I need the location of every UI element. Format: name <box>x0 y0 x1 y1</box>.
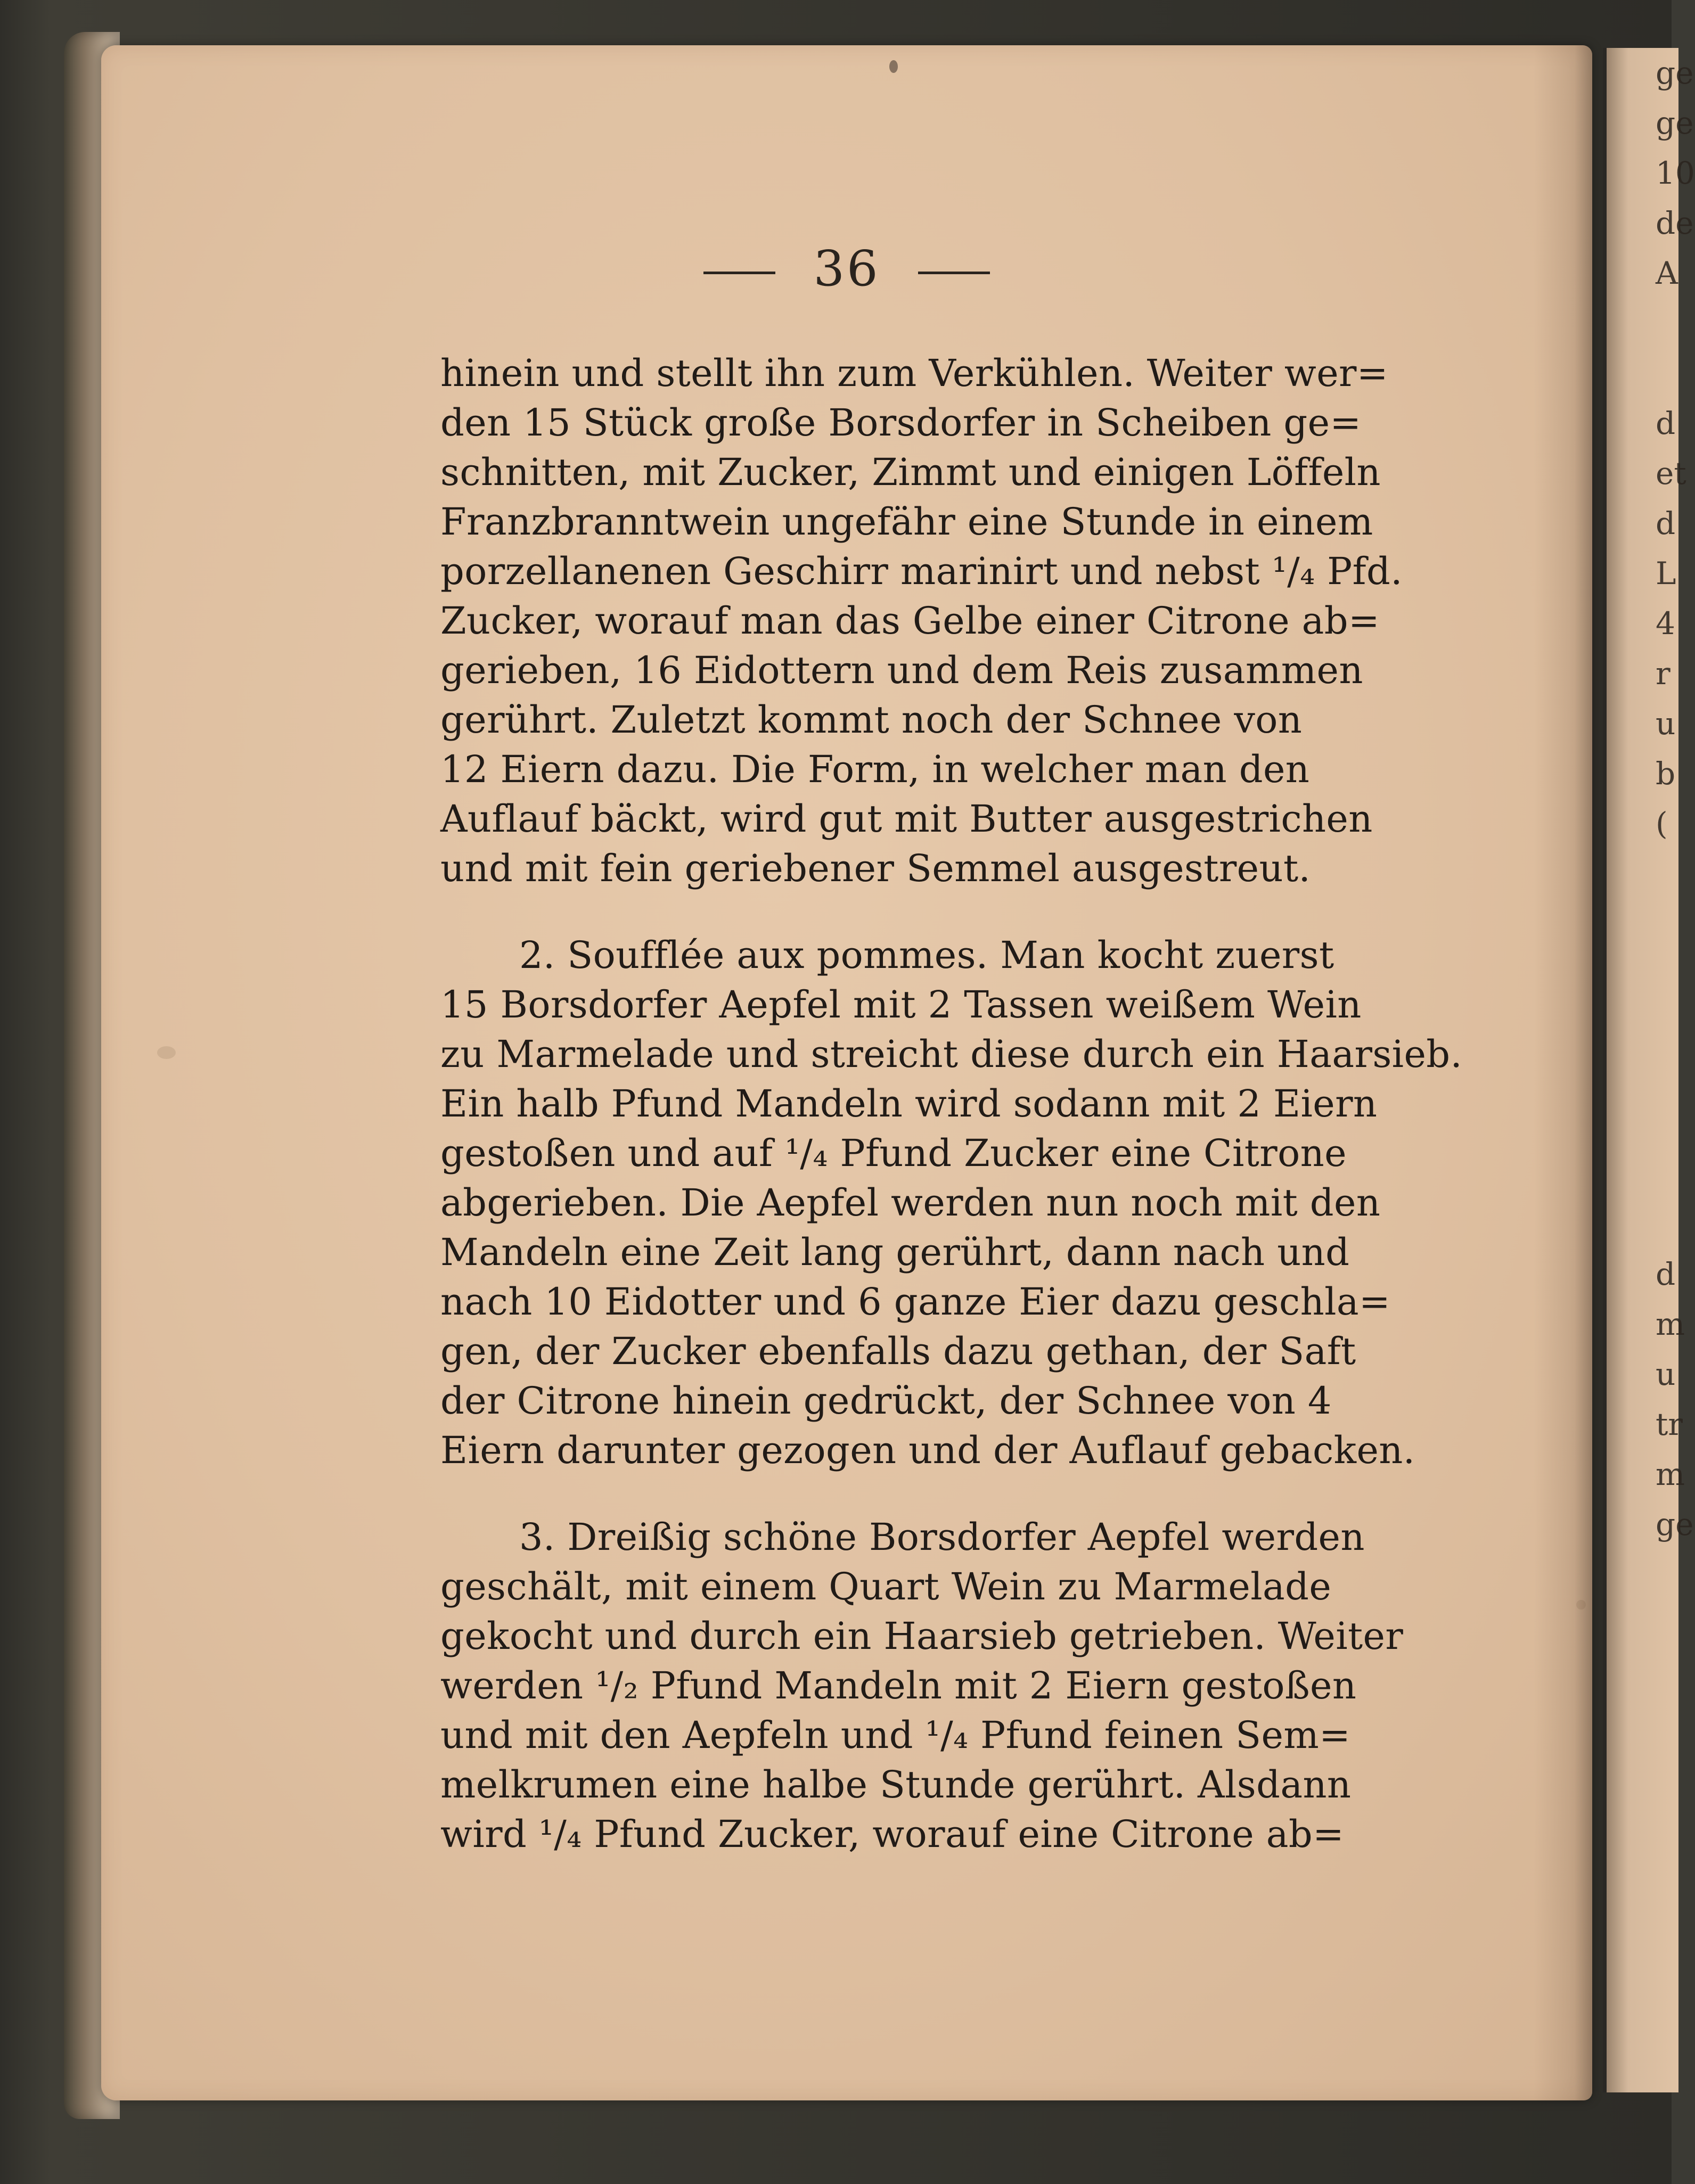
adjacent-page-fragment <box>1603 48 1695 2092</box>
adjacent-text-fragment <box>1656 1199 1688 1249</box>
adjacent-text-fragment <box>1656 1049 1688 1099</box>
page-number-header <box>101 242 1592 295</box>
text-line: Auflauf bäckt, wird gut mit Butter ausgestrichen <box>440 797 1373 841</box>
page-stain <box>1576 1600 1586 1610</box>
body-paragraph-1 <box>440 349 1532 893</box>
text-line: geschält, mit einem Quart Wein zu Marmelade <box>440 1565 1332 1608</box>
text-line: gerührt. Zuletzt kommt noch der Schnee von <box>440 698 1303 742</box>
text-line: und mit den Aepfeln und ¹/₄ Pfund feinen Sem= <box>440 1713 1351 1757</box>
adjacent-text-fragment: et <box>1656 455 1686 491</box>
left-book-page <box>101 45 1592 2100</box>
body-paragraph-3 <box>440 1513 1532 1859</box>
text-line: der Citrone hinein gedrückt, der Schnee von 4 <box>440 1379 1332 1423</box>
text-line: gekocht und durch ein Haarsieb getrieben. Weiter <box>440 1614 1404 1658</box>
text-line: zu Marmelade und streicht diese durch ein Haarsieb. <box>440 1032 1463 1076</box>
adjacent-text-fragment: d <box>1656 1256 1676 1292</box>
adjacent-text-fragment <box>1656 899 1688 949</box>
text-line: Mandeln eine Zeit lang gerührt, dann nach und <box>440 1230 1350 1274</box>
adjacent-text-fragment: m <box>1656 1306 1685 1342</box>
adjacent-text-fragment: tr <box>1656 1406 1683 1442</box>
adjacent-text-fragment: de <box>1656 205 1694 241</box>
adjacent-text-fragment: r <box>1656 655 1671 692</box>
text-line: schnitten, mit Zucker, Zimmt und einigen Löffeln <box>440 450 1381 494</box>
adjacent-text-fragment: u <box>1656 1356 1676 1392</box>
text-line: Eiern darunter gezogen und der Auflauf gebacken. <box>440 1428 1415 1472</box>
adjacent-text-fragment: d <box>1656 505 1676 541</box>
body-paragraph-2 <box>440 931 1532 1475</box>
text-line: melkrumen eine halbe Stunde gerührt. Alsdann <box>440 1763 1352 1807</box>
adjacent-text-fragment: u <box>1656 705 1676 742</box>
adjacent-text-fragment <box>1656 1149 1688 1199</box>
text-line: gerieben, 16 Eidottern und dem Reis zusammen <box>440 648 1363 692</box>
adjacent-text-fragment: m <box>1656 1456 1685 1492</box>
adjacent-text-fragment <box>1656 348 1688 398</box>
text-line: Franzbranntwein ungefähr eine Stunde in einem <box>440 500 1373 544</box>
text-line: 2. Soufflée aux pommes. Man kocht zuerst <box>519 933 1334 977</box>
text-line: porzellanenen Geschirr marinirt und nebst ¹/₄ Pfd. <box>440 549 1403 593</box>
text-line: abgerieben. Die Aepfel werden nun noch mit den <box>440 1181 1381 1225</box>
adjacent-text-fragment: L <box>1656 555 1676 592</box>
adjacent-text-fragment: 4 <box>1656 605 1675 642</box>
text-line: 12 Eiern dazu. Die Form, in welcher man den <box>440 748 1310 791</box>
adjacent-text-fragment: ( <box>1656 806 1668 842</box>
adjacent-text-fragment <box>1656 849 1688 899</box>
text-line: 3. Dreißig schöne Borsdorfer Aepfel werden <box>519 1515 1365 1559</box>
text-line: Zucker, worauf man das Gelbe einer Citrone ab= <box>440 599 1380 643</box>
text-line: 15 Borsdorfer Aepfel mit 2 Tassen weißem Wein <box>440 983 1362 1027</box>
adjacent-text-fragment: ge <box>1656 105 1694 141</box>
adjacent-text-fragment <box>1656 298 1688 348</box>
text-line: nach 10 Eidotter und 6 ganze Eier dazu geschla= <box>440 1280 1391 1324</box>
left-dash <box>703 272 775 274</box>
page-stain <box>157 1046 176 1059</box>
adjacent-page-text <box>1656 48 1695 2092</box>
ink-spot <box>889 60 898 73</box>
text-line: und mit fein geriebener Semmel ausgestreut. <box>440 847 1311 890</box>
page-gutter-shadow <box>1534 45 1592 2100</box>
adjacent-text-fragment <box>1656 999 1688 1049</box>
text-line: werden ¹/₂ Pfund Mandeln mit 2 Eiern gestoßen <box>440 1664 1357 1707</box>
adjacent-text-fragment: b <box>1656 756 1676 792</box>
text-line: wird ¹/₄ Pfund Zucker, worauf eine Citrone ab= <box>440 1812 1345 1856</box>
page-number: 36 <box>813 240 880 297</box>
text-line: den 15 Stück große Borsdorfer in Scheiben ge= <box>440 401 1362 445</box>
adjacent-text-fragment: ge <box>1656 55 1694 91</box>
adjacent-text-fragment: 10 <box>1656 155 1695 191</box>
text-line: Ein halb Pfund Mandeln wird sodann mit 2 Eiern <box>440 1082 1378 1126</box>
text-line: gen, der Zucker ebenfalls dazu gethan, der Saft <box>440 1329 1356 1373</box>
adjacent-text-fragment: d <box>1656 405 1676 441</box>
adjacent-text-fragment: ge <box>1656 1506 1694 1542</box>
text-line: gestoßen und auf ¹/₄ Pfund Zucker eine Citrone <box>440 1131 1347 1175</box>
adjacent-text-fragment: A <box>1656 255 1678 291</box>
page-body <box>440 349 1532 1859</box>
right-dash <box>918 272 990 274</box>
adjacent-text-fragment <box>1656 1099 1688 1149</box>
adjacent-text-fragment <box>1656 949 1688 999</box>
text-line: hinein und stellt ihn zum Verkühlen. Weiter wer= <box>440 351 1388 395</box>
